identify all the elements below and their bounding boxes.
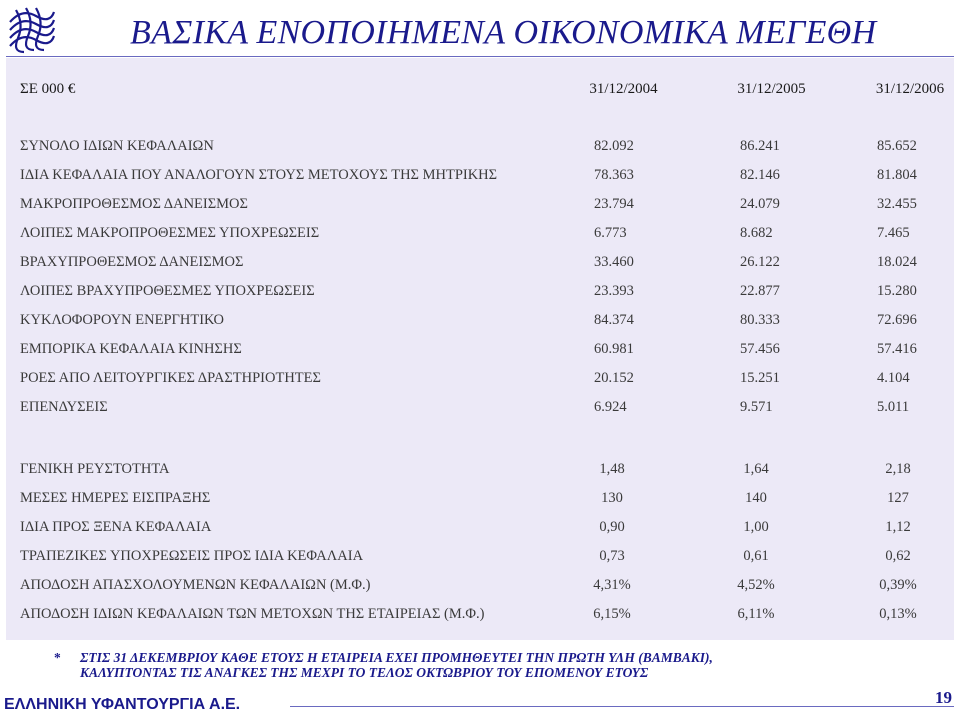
value-2004: 6,15%	[593, 606, 631, 622]
value-2005: 0,61	[743, 548, 769, 564]
value-2004: 0,73	[599, 548, 625, 564]
page-number: 19	[935, 688, 952, 707]
value-2006: 4.104	[877, 370, 910, 386]
value-2005: 4,52%	[737, 577, 775, 593]
value-2005: 1,64	[743, 461, 769, 477]
value-2006: 0,62	[885, 548, 911, 564]
value-2006: 72.696	[877, 312, 917, 328]
value-2004: 6.924	[594, 399, 627, 415]
value-2004: 84.374	[594, 312, 634, 328]
table-row	[20, 191, 940, 217]
table-row	[20, 572, 940, 598]
row-label: ΕΠΕΝΔΥΣΕΙΣ	[20, 399, 108, 415]
table-row	[20, 133, 940, 159]
value-2006: 0,13%	[879, 606, 917, 622]
row-label: ΤΡΑΠΕΖΙΚΕΣ ΥΠΟΧΡΕΩΣΕΙΣ ΠΡΟΣ ΙΔΙΑ ΚΕΦΑΛΑΙΑ	[20, 548, 364, 564]
footnote-line-1: ΣΤΙΣ 31 ΔΕΚΕΜΒΡΙΟΥ ΚΑΘΕ ΕΤΟΥΣ Η ΕΤΑΙΡΕΙΑ ΕΧΕΙ ΠΡΟΜΗΘΕΥΤΕΙ ΤΗΝ ΠΡΩΤΗ ΥΛΗ (ΒΑΜΒΑΚΙ),	[80, 650, 713, 665]
column-header-2005: 31/12/2005	[737, 81, 806, 97]
value-2005: 82.146	[740, 167, 780, 183]
table-row	[20, 220, 940, 246]
value-2004: 33.460	[594, 254, 634, 270]
title-divider	[6, 56, 954, 57]
value-2005: 140	[745, 490, 767, 506]
woven-fabric-logo-icon	[6, 4, 58, 56]
value-2006: 5.011	[877, 399, 910, 415]
value-2006: 81.804	[877, 167, 917, 183]
value-2004: 23.393	[594, 283, 634, 299]
table-row	[20, 307, 940, 333]
value-2005: 86.241	[740, 138, 780, 154]
value-2006: 15.280	[877, 283, 917, 299]
value-2006: 18.024	[877, 254, 917, 270]
unit-label: ΣΕ 000 €	[20, 81, 76, 97]
value-2005: 9.571	[740, 399, 773, 415]
table-row	[20, 278, 940, 304]
row-label: ΡΟΕΣ ΑΠΟ ΛΕΙΤΟΥΡΓΙΚΕΣ ΔΡΑΣΤΗΡΙΟΤΗΤΕΣ	[20, 370, 321, 386]
row-label: ΑΠΟΔΟΣΗ ΙΔΙΩΝ ΚΕΦΑΛΑΙΩΝ ΤΩΝ ΜΕΤΟΧΩΝ ΤΗΣ ΕΤΑΙΡΕΙΑΣ (Μ.Φ.)	[20, 606, 485, 622]
row-label: ΣΥΝΟΛΟ ΙΔΙΩΝ ΚΕΦΑΛΑΙΩΝ	[20, 138, 214, 154]
value-2005: 1,00	[743, 519, 769, 535]
value-2005: 26.122	[740, 254, 780, 270]
row-label: ΓΕΝΙΚΗ ΡΕΥΣΤΟΤΗΤΑ	[20, 461, 170, 477]
value-2005: 6,11%	[737, 606, 775, 622]
table-row	[20, 365, 940, 391]
value-2006: 1,12	[885, 519, 911, 535]
value-2005: 8.682	[740, 225, 773, 241]
page-title: ΒΑΣΙΚΑ ΕΝΟΠΟΙΗΜΕΝΑ ΟΙΚΟΝΟΜΙΚΑ ΜΕΓΕΘΗ	[130, 14, 877, 51]
value-2006: 32.455	[877, 196, 917, 212]
company-name: ΕΛΛΗΝΙΚΗ ΥΦΑΝΤΟΥΡΓΙΑ Α.Ε.	[4, 696, 241, 713]
row-label: ΙΔΙΑ ΚΕΦΑΛΑΙΑ ΠΟΥ ΑΝΑΛΟΓΟΥΝ ΣΤΟΥΣ ΜΕΤΟΧΟΥΣ ΤΗΣ ΜΗΤΡΙΚΗΣ	[20, 167, 498, 183]
value-2006: 2,18	[885, 461, 911, 477]
column-header-2004: 31/12/2004	[589, 81, 658, 97]
row-label: ΜΑΚΡΟΠΡΟΘΕΣΜΟΣ ΔΑΝΕΙΣΜΟΣ	[20, 196, 248, 212]
value-2004: 23.794	[594, 196, 634, 212]
value-2006: 57.416	[877, 341, 917, 357]
footnote-marker: *	[54, 650, 61, 665]
value-2006: 85.652	[877, 138, 917, 154]
table-row	[20, 601, 940, 627]
footer-divider	[290, 706, 954, 707]
value-2006: 0,39%	[879, 577, 917, 593]
table-row	[20, 456, 940, 482]
row-label: ΚΥΚΛΟΦΟΡΟΥΝ ΕΝΕΡΓΗΤΙΚΟ	[20, 312, 224, 328]
value-2005: 80.333	[740, 312, 780, 328]
value-2004: 4,31%	[593, 577, 631, 593]
value-2006: 7.465	[877, 225, 910, 241]
value-2004: 78.363	[594, 167, 634, 183]
row-label: ΕΜΠΟΡΙΚΑ ΚΕΦΑΛΑΙΑ ΚΙΝΗΣΗΣ	[20, 341, 242, 357]
table-header	[20, 76, 945, 102]
value-2005: 24.079	[740, 196, 780, 212]
value-2005: 57.456	[740, 341, 780, 357]
value-2004: 82.092	[594, 138, 634, 154]
row-label: ΑΠΟΔΟΣΗ ΑΠΑΣΧΟΛΟΥΜΕΝΩΝ ΚΕΦΑΛΑΙΩΝ (Μ.Φ.)	[20, 577, 371, 593]
table-row	[20, 543, 940, 569]
column-header-2006: 31/12/2006	[875, 81, 945, 97]
value-2004: 60.981	[594, 341, 634, 357]
table-row	[20, 394, 940, 420]
value-2004: 1,48	[599, 461, 625, 477]
table-row	[20, 514, 940, 540]
row-label: ΜΕΣΕΣ ΗΜΕΡΕΣ ΕΙΣΠΡΑΞΗΣ	[20, 490, 211, 506]
value-2004: 0,90	[599, 519, 625, 535]
row-label: ΛΟΙΠΕΣ ΒΡΑΧΥΠΡΟΘΕΣΜΕΣ ΥΠΟΧΡΕΩΣΕΙΣ	[20, 283, 315, 299]
value-2005: 15.251	[740, 370, 780, 386]
table-row	[20, 336, 940, 362]
row-label: ΒΡΑΧΥΠΡΟΘΕΣΜΟΣ ΔΑΝΕΙΣΜΟΣ	[20, 254, 244, 270]
table-row	[20, 485, 940, 511]
footnote-line-2: ΚΑΛΥΠΤΟΝΤΑΣ ΤΙΣ ΑΝΑΓΚΕΣ ΤΗΣ ΜΕΧΡΙ ΤΟ ΤΕΛΟΣ ΟΚΤΩΒΡΙΟΥ ΤΟΥ ΕΠΟΜΕΝΟΥ ΕΤΟΥΣ	[80, 665, 649, 680]
row-label: ΛΟΙΠΕΣ ΜΑΚΡΟΠΡΟΘΕΣΜΕΣ ΥΠΟΧΡΕΩΣΕΙΣ	[20, 225, 320, 241]
value-2005: 22.877	[740, 283, 780, 299]
value-2004: 130	[601, 490, 623, 506]
value-2004: 6.773	[594, 225, 627, 241]
table-row	[20, 249, 940, 275]
row-label: ΙΔΙΑ ΠΡΟΣ ΞΕΝΑ ΚΕΦΑΛΑΙΑ	[20, 519, 212, 535]
value-2006: 127	[887, 490, 909, 506]
value-2004: 20.152	[594, 370, 634, 386]
table-row	[20, 162, 940, 188]
